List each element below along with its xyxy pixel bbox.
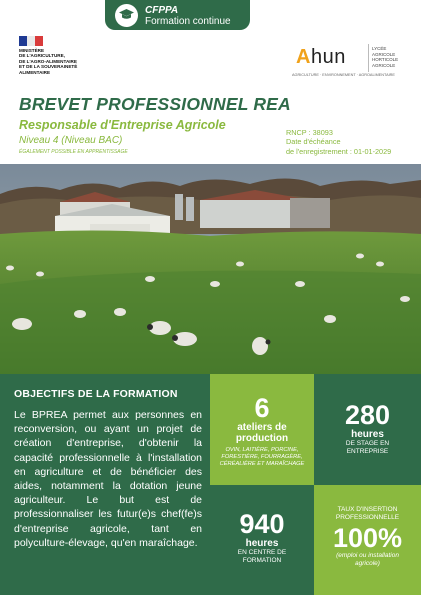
insertion-value: 100% [332,523,403,553]
level-label: Niveau 4 (Niveau BAC) [19,135,123,146]
centre-value: 940 [239,509,285,539]
ahun-logo [290,40,408,80]
logo-divider [368,44,369,72]
ahun-tagline: AGRICULTURE · ENVIRONNEMENT · AGROALIMENTAIRE [292,73,395,77]
stage-detail: DE STAGE EN ENTREPRISE [345,440,390,455]
objectives-text: Le BPREA permet aux personnes en reconversion, ou ayant un projet de création d'entreprise, d'obtenir la capacité professionnelle à l'installation en agriculture et de bénéficier des aides, notamment la dotation jeune agriculteur. Le but est de professionnaliser les futur(e)s chef(fe)s d'entreprise agricole, tant en polyculture-élevage, qu'en maraîchage. [14,409,202,549]
insertion-label: TAUX D'INSERTION PROFESSIONNELLE [335,506,400,521]
rncp-date-value: de l'enregistrement : 01-01-2029 [286,146,392,156]
ministry-text: MINISTÈRE DE L'AGRICULTURE, DE L'AGRO-ALIMENTAIRE ET DE LA SOUVERAINETÉ ALIMENTAIRE [19,48,78,75]
stat-ateliers [210,374,314,485]
objectives-title: OBJECTIFS DE LA FORMATION [14,388,178,400]
stat-insertion [314,485,421,595]
ateliers-detail: OVIN, LAITIÈRE, PORCINE, FORESTIÈRE, FOURRAGÈRE, CÉRÉALIÈRE ET MARAÎCHAGE [219,447,305,467]
ahun-wordmark: Ahun [296,46,346,68]
stage-value: 280 [344,400,391,430]
graduation-cap-icon [115,4,138,27]
centre-unit: heures [245,538,279,549]
banner-subtitle: Formation continue [145,16,231,27]
ateliers-label: ateliers de production [235,422,289,444]
ateliers-value: 6 [254,393,270,423]
apprenticeship-note: ÉGALEMENT POSSIBLE EN APPRENTISSAGE [19,149,128,155]
rncp-block [286,128,391,156]
centre-detail: EN CENTRE DE FORMATION [237,549,287,564]
stat-stage [314,374,421,485]
ministry-logo [19,36,99,75]
farm-photo [0,164,421,374]
banner-brand: CFPPA [145,5,179,16]
cfppa-banner [105,0,250,30]
objectives-panel [0,374,210,595]
rncp-code: RNCP : 38093 [286,128,333,137]
french-flag-icon [19,36,43,46]
stat-centre [210,485,314,595]
rncp-date-label: Date d'échéance [286,137,341,147]
lycee-label: LYCÉE AGRICOLE HORTICOLE AGRICOLE [372,46,399,68]
page-title: BREVET PROFESSIONNEL REA [19,94,291,114]
stage-unit: heures [351,429,384,440]
insertion-detail: (emploi ou installation agricole) [336,552,399,567]
page-subtitle: Responsable d'Entreprise Agricole [19,118,226,132]
